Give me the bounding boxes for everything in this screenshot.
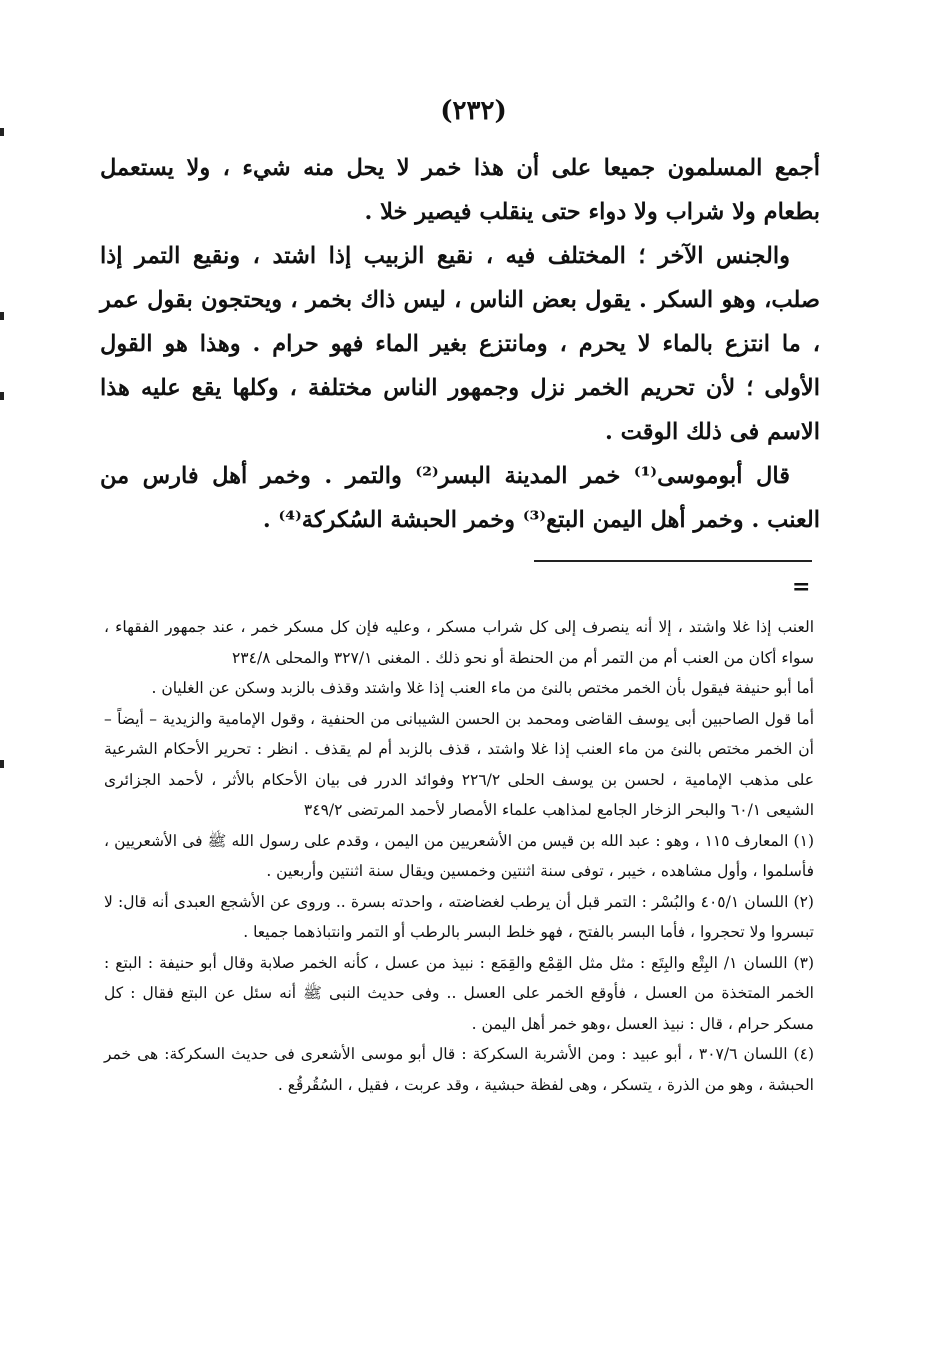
footnote-3: (٣) اللسان ١/ البِتْع والبِتَع : مثل مثل القِمْع والقِمَع : نبيذ من عسل ، كأنه الخمر صلابة وقال أبو حنيفة : البتع : الخمر المتخذة من العسل ، فأوقع الخمر على العسل .. وفى حديث النبى ﷺ أنه سئل عن البتع فقال : كل مسكر حرام ، قال : نبيذ العسل ،وهو خمر أهل اليمن . — [104, 953, 814, 1033]
main-paragraph-2: والجنس الآخر ؛ المختلف فيه ، نقيع الزبيب إذا اشتد ، ونقيع التمر إذا صلب، وهو السكر . يقول بعض الناس ، ليس ذاك بخمر ، ويحتجون بقول عمر ، ما انتزع بالماء لا يحرم ، ومانتزع بغير الماء فهو حرام . وهذا هو القول الأولى ؛ لأن تحريم الخمر نزل وجمهور الناس مختلفة ، وكلها يقع عليه هذا الاسم فى ذلك الوقت . — [100, 243, 820, 445]
footnote-continuation-2: أما أبو حنيفة فيقول بأن الخمر مختص بالنئ من ماء العنب إذا غلا واشتد وقذف بالزبد وسكن عن الغليان . — [151, 679, 814, 697]
footnote-continuation-3: أما قول الصاحبين أبى يوسف القاضى ومحمد بن الحسن الشيبانى من الحنفية ، وقول الإمامية والزيدية – أيضاً – أن الخمر مختص بالنئ من ماء العنب إذا غلا واشتد ، قذف بالزبد أم لم يقذف . انظر : تحرير الأحكام الشرعية على مذهب الإمامية ، لحسن بن يوسف الحلى ٢٢٦/٢ وفوائد الدرر فى بيان الأحكام بالأثر ، لأحمد الجزائرى الشيعى ٦٠/١ والبحر الزخار الجامع لمذاهب علماء الأمصار لأحمد المرتضى ٣٤٩/٢ — [104, 709, 815, 819]
footnote-1: (١) المعارف ١١٥ ، وهو : عبد الله بن قيس من الأشعريين من اليمن ، وقدم على رسول الله ﷺ فى الأشعريين ، فأسلموا ، وأول مشاهده ، خيبر ، توفى سنة اثنتين وخمسين ويقال سنة اثنتين وأربعين . — [104, 831, 814, 880]
footnote-continuation-mark: = — [792, 574, 811, 600]
footnote-2: (٢) اللسان ٤٠٥/١ والبُسْر : التمر قبل أن يرطب لغضاضته ، واحدته بسرة .. وروى عن الأشجع العبدى أنه قال: لا تبسروا ولا تحجروا ، فأما البسر بالفتح ، فهو خلط البسر بالرطب أو التمر وانتباذهما جميعا . — [104, 892, 814, 941]
scan-edge-mark — [0, 128, 4, 136]
scan-edge-mark — [0, 312, 4, 320]
scan-edge-mark — [0, 760, 4, 768]
main-paragraph-3: قال أبوموسى⁽¹⁾ خمر المدينة البسر⁽²⁾ والتمر . وخمر أهل فارس من العنب . وخمر أهل اليمن البتع⁽³⁾ وخمر الحبشة السُكركة⁽⁴⁾ . — [100, 463, 820, 533]
footnote-continuation-1: العنب إذا غلا واشتد ، إلا أنه ينصرف إلى كل شراب مسكر ، وعليه فإن كل مسكر خمر ، عند جمهور الفقهاء ، سواء أكان من العنب أم من التمر أم من الحنطة أو نحو ذلك . المغنى ٣٢٧/١ والمحلى ٢٣٤/٨ — [104, 618, 814, 667]
footnote-divider — [534, 560, 812, 562]
footnotes — [104, 612, 814, 1100]
main-text — [100, 146, 820, 542]
footnote-4: (٤) اللسان ٣٠٧/٦ ، أبو عبيد : ومن الأشربة السكركة : قال أبو موسى الأشعرى فى حديث السكركة: هى خمر الحبشة ، وهو من الذرة ، يتسكر ، وهى لفظة حبشية ، وقد عربت ، فقيل ، السُقُرقُع . — [104, 1045, 814, 1094]
scan-edge-mark — [0, 392, 4, 400]
main-paragraph-1: أجمع المسلمون جميعا على أن هذا خمر لا يحل منه شيء ، ولا يستعمل بطعام ولا شراب ولا دواء حتى ينقلب فيصير خلا . — [100, 155, 820, 225]
page-number: (٢٣٢) — [440, 96, 507, 126]
